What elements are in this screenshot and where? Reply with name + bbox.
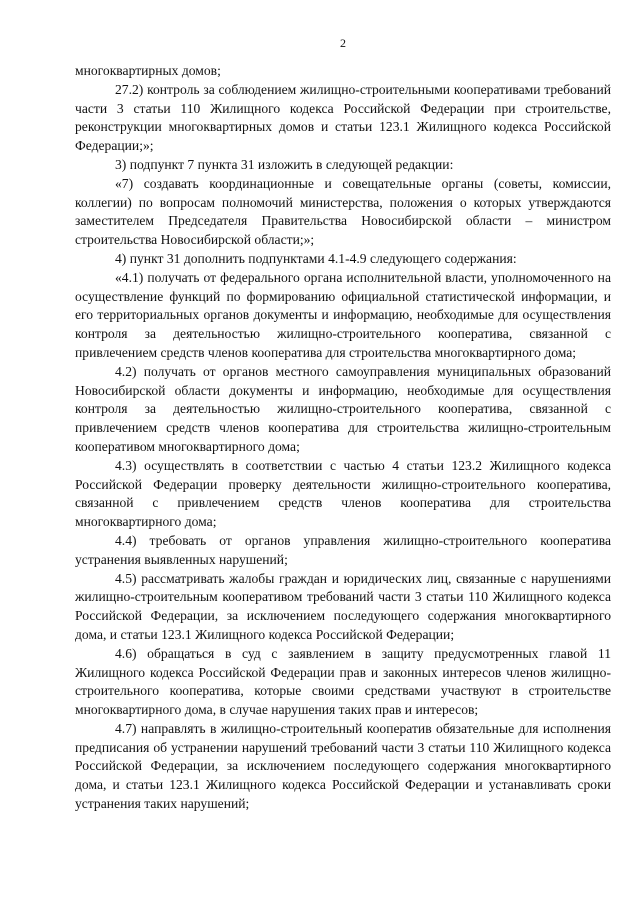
paragraph-item-4-4: 4.4) требовать от органов управления жилищно-строительного кооператива устранения выявленных нарушений; xyxy=(75,532,611,567)
paragraph-item-4-6: 4.6) обращаться в суд с заявлением в защиту предусмотренных главой 11 Жилищного кодекса Российской Федерации прав и законных интересов членов жилищно-строительного кооператива, которые своими средствами участвуют в строительстве многоквартирного дома, в случае нарушения таких прав и интересов; xyxy=(75,645,611,718)
paragraph-item-4-7: 4.7) направлять в жилищно-строительный кооператив обязательные для исполнения предписания об устранении нарушений требований части 3 статьи 110 Жилищного кодекса Российской Федерации, за исключением последующего содержания многоквартирного дома, и статьи 123.1 Жилищного кодекса Российской Федерации и устанавливать сроки устранения таких нарушений; xyxy=(75,720,611,812)
paragraph-item-27-2: 27.2) контроль за соблюдением жилищно-строительными кооперативами требований части 3 статьи 110 Жилищного кодекса Российской Федерации при строительстве, реконструкции многоквартирных домов и статьи 123.1 Жилищного кодекса Российской Федерации;»; xyxy=(75,81,611,154)
paragraph-amendment-3: 3) подпункт 7 пункта 31 изложить в следующей редакции: xyxy=(115,156,454,172)
page-number: 2 xyxy=(340,36,346,50)
paragraph-item-4-1: «4.1) получать от федерального органа исполнительной власти, уполномоченного на осуществление функций по формированию официальной статистической информации, и его территориальных органов документы и информацию, необходимые для осуществления контроля за деятельностью жилищно-строительного кооператива, связанной с привлечением средств членов кооператива для строительства многоквартирного дома; xyxy=(75,269,611,360)
paragraph-item-7: «7) создавать координационные и совещательные органы (советы, комиссии, коллегии) по вопросам полномочий министерства, положения о которых утверждаются заместителем Председателя Правительства Новосибирской области – министром строительства Новосибирской области;»; xyxy=(75,175,611,248)
paragraph-amendment-4: 4) пункт 31 дополнить подпунктами 4.1-4.9 следующего содержания: xyxy=(115,250,517,266)
paragraph-item-4-3: 4.3) осуществлять в соответствии с частью 4 статьи 123.2 Жилищного кодекса Российской Федерации проверку деятельности жилищно-строительного кооператива, связанной с привлечением средств членов кооператива для строительства многоквартирного дома; xyxy=(75,457,611,530)
paragraph-item-4-2: 4.2) получать от органов местного самоуправления муниципальных образований Новосибирской области документы и информацию, необходимые для осуществления контроля за деятельностью жилищно-строительного кооператива, связанной с привлечением средств членов кооператива для строительства жилищно-строительным кооперативом многоквартирного дома; xyxy=(75,363,611,454)
paragraph-continuation: многоквартирных домов; xyxy=(75,63,221,78)
paragraph-item-4-5: 4.5) рассматривать жалобы граждан и юридических лиц, связанные с нарушениями жилищно-строительным кооперативом требований части 3 статьи 110 Жилищного кодекса Российской Федерации, за исключением последующего содержания многоквартирного дома, и статьи 123.1 Жилищного кодекса Российской Федерации; xyxy=(75,570,611,642)
document-body xyxy=(75,62,611,814)
